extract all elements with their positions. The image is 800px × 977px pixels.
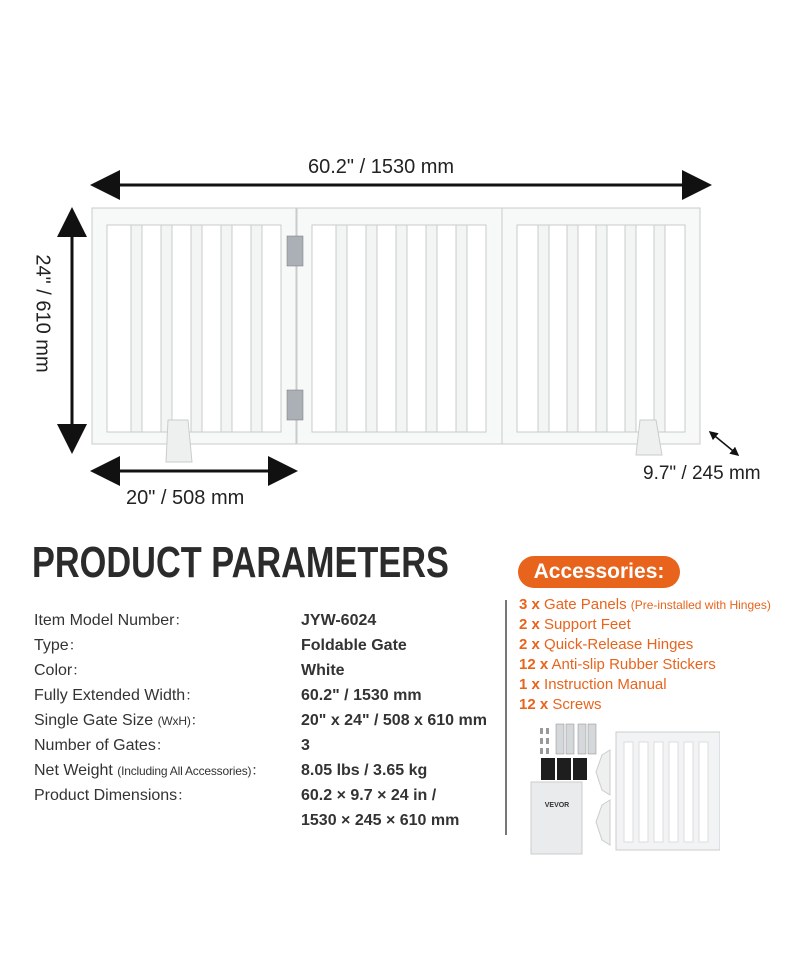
parameter-value: 3 (301, 737, 310, 754)
parameter-label: Single Gate Size (WxH)： (34, 712, 205, 729)
accessories-badge: Accessories: (518, 556, 680, 588)
parameter-label: Product Dimensions： (34, 787, 192, 804)
panel-width-dimension-label: 20" / 508 mm (126, 487, 245, 509)
parameter-value: 60.2" / 1530 mm (301, 687, 422, 704)
parameter-label: Item Model Number： (34, 612, 189, 629)
parameter-label: Number of Gates： (34, 737, 170, 754)
support-feet-icon (596, 750, 610, 845)
gate-panels (92, 208, 700, 462)
parameter-value: 8.05 lbs / 3.65 kg (301, 762, 428, 779)
accessories-photo (520, 720, 720, 855)
support-foot-left (166, 420, 192, 462)
screws-icon (540, 728, 549, 754)
accessory-item: 2 x Support Feet (519, 616, 631, 633)
rubber-stickers-icon (541, 758, 587, 780)
parameter-label: Type： (34, 637, 83, 654)
manual-brand: VEVOR (544, 802, 570, 809)
accessories-divider (505, 600, 507, 835)
depth-arrow (710, 432, 738, 455)
accessory-item: 3 x Gate Panels (Pre-installed with Hinges) (519, 596, 771, 613)
accessory-item: 12 x Anti-slip Rubber Stickers (519, 656, 716, 673)
parameter-value: 60.2 × 9.7 × 24 in / (301, 787, 437, 804)
parameter-label: Fully Extended Width： (34, 687, 200, 704)
height-dimension-label: 24" / 610 mm (31, 254, 54, 373)
accessory-item: 2 x Quick-Release Hinges (519, 636, 694, 653)
parameter-label: Color： (34, 662, 87, 679)
width-dimension-label: 60.2" / 1530 mm (308, 156, 455, 178)
parameter-value: 20" x 24" / 508 x 610 mm (301, 712, 487, 729)
accessory-item: 1 x Instruction Manual (519, 676, 667, 693)
parameter-value: 1530 × 245 × 610 mm (301, 812, 460, 829)
parameter-value: Foldable Gate (301, 637, 407, 654)
accessory-item: 12 x Screws (519, 696, 602, 713)
manual-icon (531, 782, 582, 854)
hinges-icon (556, 724, 596, 754)
parameter-value: JYW-6024 (301, 612, 377, 629)
parameter-label: Net Weight (Including All Accessories)： (34, 762, 266, 779)
page-title: PRODUCT PARAMETERS (32, 538, 449, 587)
parameter-value: White (301, 662, 345, 679)
depth-dimension-label: 9.7" / 245 mm (643, 463, 761, 484)
